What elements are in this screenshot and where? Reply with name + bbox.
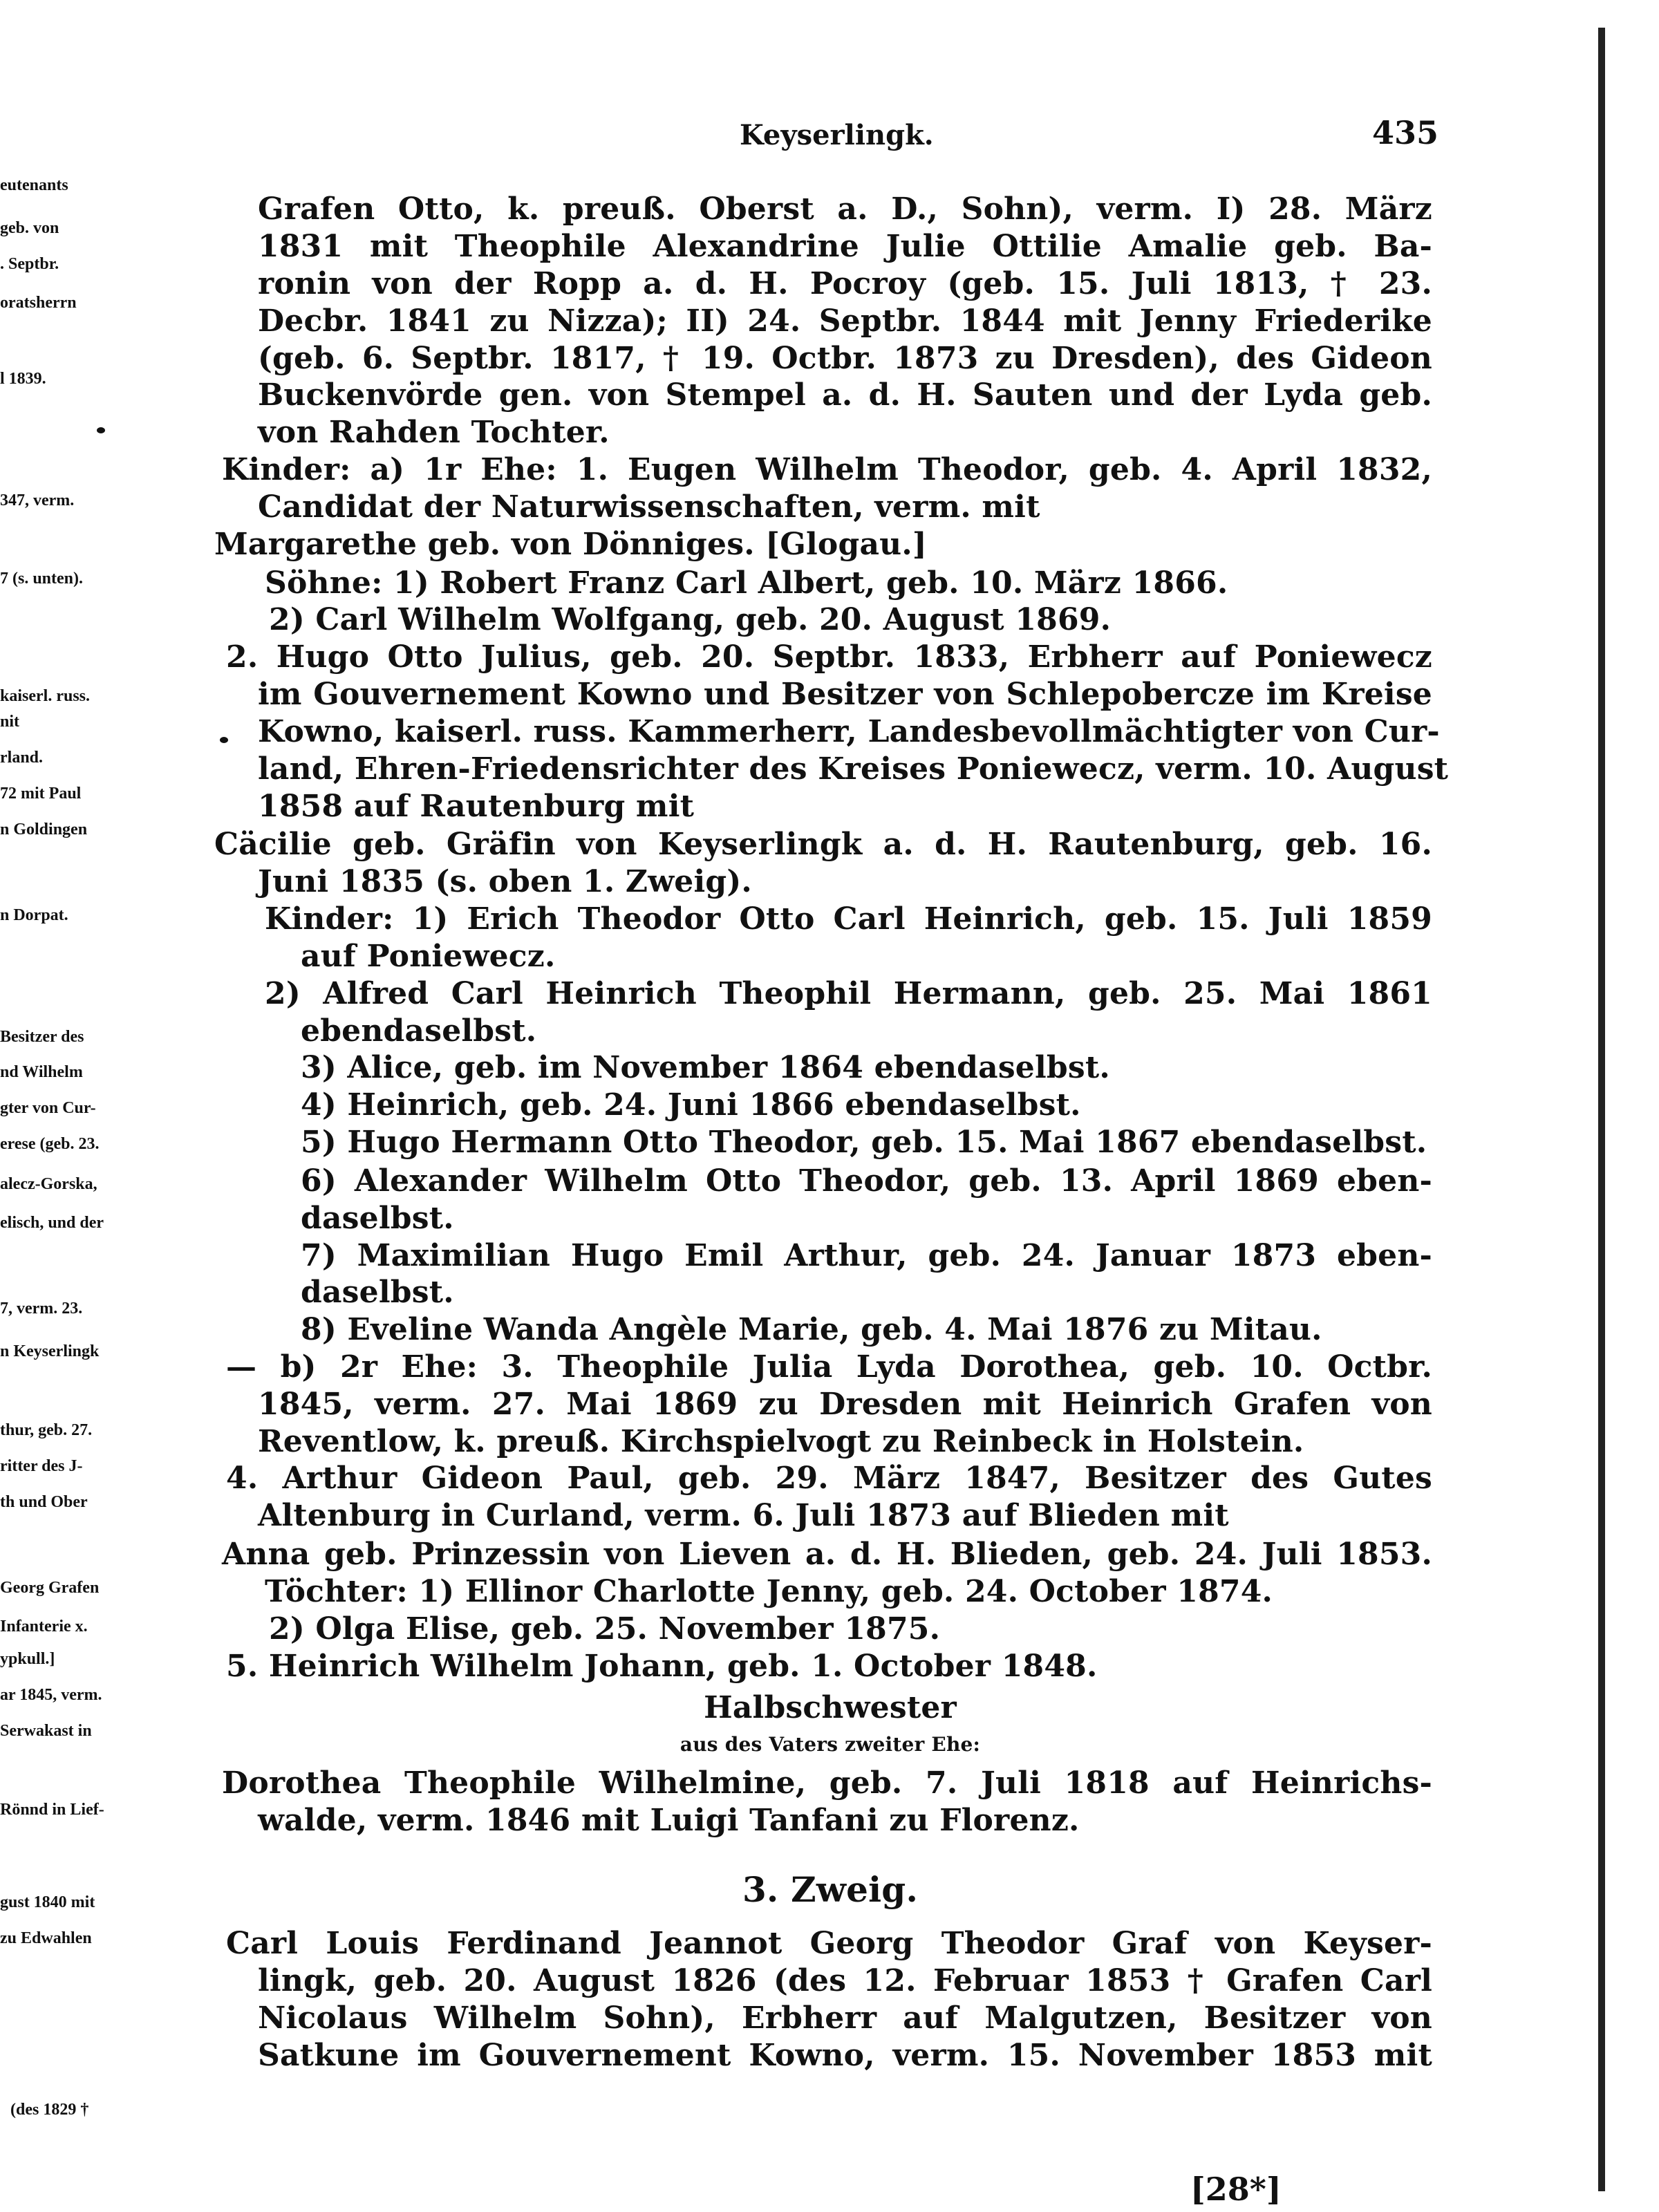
margin-fragment: . Septbr.: [0, 255, 59, 273]
margin-fragment: nd Wilhelm: [0, 1063, 83, 1081]
text-line: auf Poniewecz.: [301, 939, 556, 974]
text-line: 1845, verm. 27. Mai 1869 zu Dresden mit Heinrich Grafen von: [258, 1387, 1432, 1422]
margin-fragment: kaiserl. russ.: [0, 687, 91, 705]
text-line: 2) Olga Elise, geb. 25. November 1875.: [269, 1611, 941, 1647]
text-line: 5. Heinrich Wilhelm Johann, geb. 1. October 1848.: [226, 1649, 1098, 1684]
text-line: lingk, geb. 20. August 1826 (des 12. Februar 1853 † Grafen Carl: [258, 1963, 1432, 1998]
text-line: Margarethe geb. von Dönniges. [Glogau.]: [214, 527, 927, 562]
signature-mark: [28*]: [1190, 2171, 1282, 2208]
margin-fragment: zu Edwahlen: [0, 1929, 92, 1947]
text-line: 3) Alice, geb. im November 1864 ebendaselbst.: [301, 1050, 1110, 1085]
margin-fragment: n Dorpat.: [0, 906, 68, 924]
text-line: Altenburg in Curland, verm. 6. Juli 1873 auf Blieden mit: [258, 1498, 1229, 1533]
margin-fragment: 7, verm. 23.: [0, 1300, 83, 1318]
subheading: Halbschwester: [704, 1690, 957, 1725]
text-line: — b) 2r Ehe: 3. Theophile Julia Lyda Dorothea, geb. 10. Octbr.: [226, 1349, 1432, 1385]
margin-fragment: Georg Grafen: [0, 1579, 100, 1597]
text-line: Kowno, kaiserl. russ. Kammerherr, Landesbevollmächtigter von Cur-: [258, 714, 1440, 749]
margin-fragment: th und Ober: [0, 1493, 88, 1511]
text-line: ronin von der Ropp a. d. H. Pocroy (geb. 15. Juli 1813, † 23.: [258, 266, 1432, 301]
text-line: Cäcilie geb. Gräfin von Keyserlingk a. d. H. Rautenburg, geb. 16.: [214, 827, 1432, 862]
text-line: 5) Hugo Hermann Otto Theodor, geb. 15. Mai 1867 ebendaselbst.: [301, 1125, 1427, 1160]
margin-fragment: geb. von: [0, 219, 59, 237]
text-line: im Gouvernement Kowno und Besitzer von Schlepobercze im Kreise: [258, 677, 1432, 712]
text-line: Töchter: 1) Ellinor Charlotte Jenny, geb. 24. October 1874.: [265, 1574, 1273, 1609]
text-line: 7) Maximilian Hugo Emil Arthur, geb. 24. Januar 1873 eben-: [301, 1238, 1432, 1273]
text-line: walde, verm. 1846 mit Luigi Tanfani zu Florenz.: [258, 1803, 1080, 1838]
text-line: 1858 auf Rautenburg mit: [258, 789, 695, 824]
text-line: 1831 mit Theophile Alexandrine Julie Ottilie Amalie geb. Ba-: [258, 229, 1432, 264]
ink-spot: [97, 427, 105, 433]
margin-fragment: rland.: [0, 749, 44, 767]
text-line: Anna geb. Prinzessin von Lieven a. d. H. Blieden, geb. 24. Juli 1853.: [222, 1537, 1432, 1572]
text-line: 4. Arthur Gideon Paul, geb. 29. März 1847, Besitzer des Gutes: [226, 1461, 1432, 1496]
text-line: Satkune im Gouvernement Kowno, verm. 15. November 1853 mit: [258, 2038, 1432, 2073]
text-line: land, Ehren-Friedensrichter des Kreises Poniewecz, verm. 10. August: [258, 751, 1449, 787]
margin-fragment: ritter des J-: [0, 1457, 83, 1475]
margin-fragment: thur, geb. 27.: [0, 1421, 93, 1439]
margin-fragment: nit: [0, 713, 20, 731]
margin-fragment: 72 mit Paul: [0, 785, 82, 803]
text-line: 8) Eveline Wanda Angèle Marie, geb. 4. Mai 1876 zu Mitau.: [301, 1312, 1322, 1347]
margin-fragment: alecz-Gorska,: [0, 1175, 97, 1193]
text-line: daselbst.: [301, 1201, 454, 1236]
margin-fragment: l 1839.: [0, 370, 46, 388]
text-line: Grafen Otto, k. preuß. Oberst a. D., Sohn), verm. I) 28. März: [258, 191, 1432, 227]
text-line: 6) Alexander Wilhelm Otto Theodor, geb. 13. April 1869 eben-: [301, 1163, 1432, 1199]
margin-fragment: Serwakast in: [0, 1722, 92, 1740]
margin-fragment: ypkull.]: [0, 1650, 55, 1668]
margin-fragment: (des 1829 †: [10, 2101, 89, 2119]
subheading: aus des Vaters zweiter Ehe:: [679, 1733, 981, 1756]
text-line: Juni 1835 (s. oben 1. Zweig).: [258, 864, 752, 899]
margin-fragment: eutenants: [0, 176, 68, 194]
text-line: 2) Carl Wilhelm Wolfgang, geb. 20. August 1869.: [269, 602, 1112, 637]
text-line: Kinder: a) 1r Ehe: 1. Eugen Wilhelm Theodor, geb. 4. April 1832,: [222, 452, 1432, 487]
text-line: (geb. 6. Septbr. 1817, † 19. Octbr. 1873 zu Dresden), des Gideon: [258, 341, 1432, 376]
margin-fragment: Infanterie x.: [0, 1618, 88, 1635]
margin-fragment: gust 1840 mit: [0, 1893, 95, 1911]
text-line: ebendaselbst.: [301, 1013, 537, 1049]
margin-fragment: oratsherrn: [0, 294, 77, 312]
ink-spot: [220, 737, 228, 743]
text-line: Candidat der Naturwissenschaften, verm. mit: [258, 489, 1040, 525]
margin-fragment: gter von Cur-: [0, 1099, 96, 1117]
text-line: Buckenvörde gen. von Stempel a. d. H. Sauten und der Lyda geb.: [258, 377, 1432, 413]
margin-fragment: elisch, und der: [0, 1214, 104, 1232]
running-title: Keyserlingk.: [740, 119, 934, 151]
text-line: 2) Alfred Carl Heinrich Theophil Hermann, geb. 25. Mai 1861: [265, 976, 1432, 1011]
text-line: Carl Louis Ferdinand Jeannot Georg Theodor Graf von Keyser-: [226, 1926, 1432, 1961]
page-edge-shadow: [1598, 28, 1605, 2191]
margin-fragment: n Goldingen: [0, 821, 88, 838]
margin-fragment: Besitzer des: [0, 1028, 84, 1046]
text-line: Nicolaus Wilhelm Sohn), Erbherr auf Malgutzen, Besitzer von: [258, 2000, 1432, 2036]
text-line: daselbst.: [301, 1275, 454, 1310]
text-line: 4) Heinrich, geb. 24. Juni 1866 ebendaselbst.: [301, 1087, 1081, 1123]
text-line: Söhne: 1) Robert Franz Carl Albert, geb. 10. März 1866.: [265, 565, 1228, 601]
margin-fragment: n Keyserlingk: [0, 1342, 100, 1360]
text-line: von Rahden Tochter.: [258, 415, 610, 450]
text-line: Decbr. 1841 zu Nizza); II) 24. Septbr. 1844 mit Jenny Friederike: [258, 303, 1432, 339]
page-number: 435: [1372, 114, 1439, 151]
text-line: Dorothea Theophile Wilhelmine, geb. 7. Juli 1818 auf Heinrichs-: [222, 1765, 1432, 1801]
margin-fragment: Rönnd in Lief-: [0, 1801, 104, 1819]
section-heading: 3. Zweig.: [742, 1869, 919, 1910]
margin-fragment: 347, verm.: [0, 491, 75, 509]
margin-fragment: ar 1845, verm.: [0, 1686, 102, 1704]
margin-fragment: 7 (s. unten).: [0, 570, 84, 588]
text-line: 2. Hugo Otto Julius, geb. 20. Septbr. 1833, Erbherr auf Poniewecz: [226, 639, 1432, 675]
text-line: Reventlow, k. preuß. Kirchspielvogt zu Reinbeck in Holstein.: [258, 1424, 1304, 1459]
margin-fragment: erese (geb. 23.: [0, 1135, 100, 1153]
text-line: Kinder: 1) Erich Theodor Otto Carl Heinrich, geb. 15. Juli 1859: [265, 901, 1432, 937]
